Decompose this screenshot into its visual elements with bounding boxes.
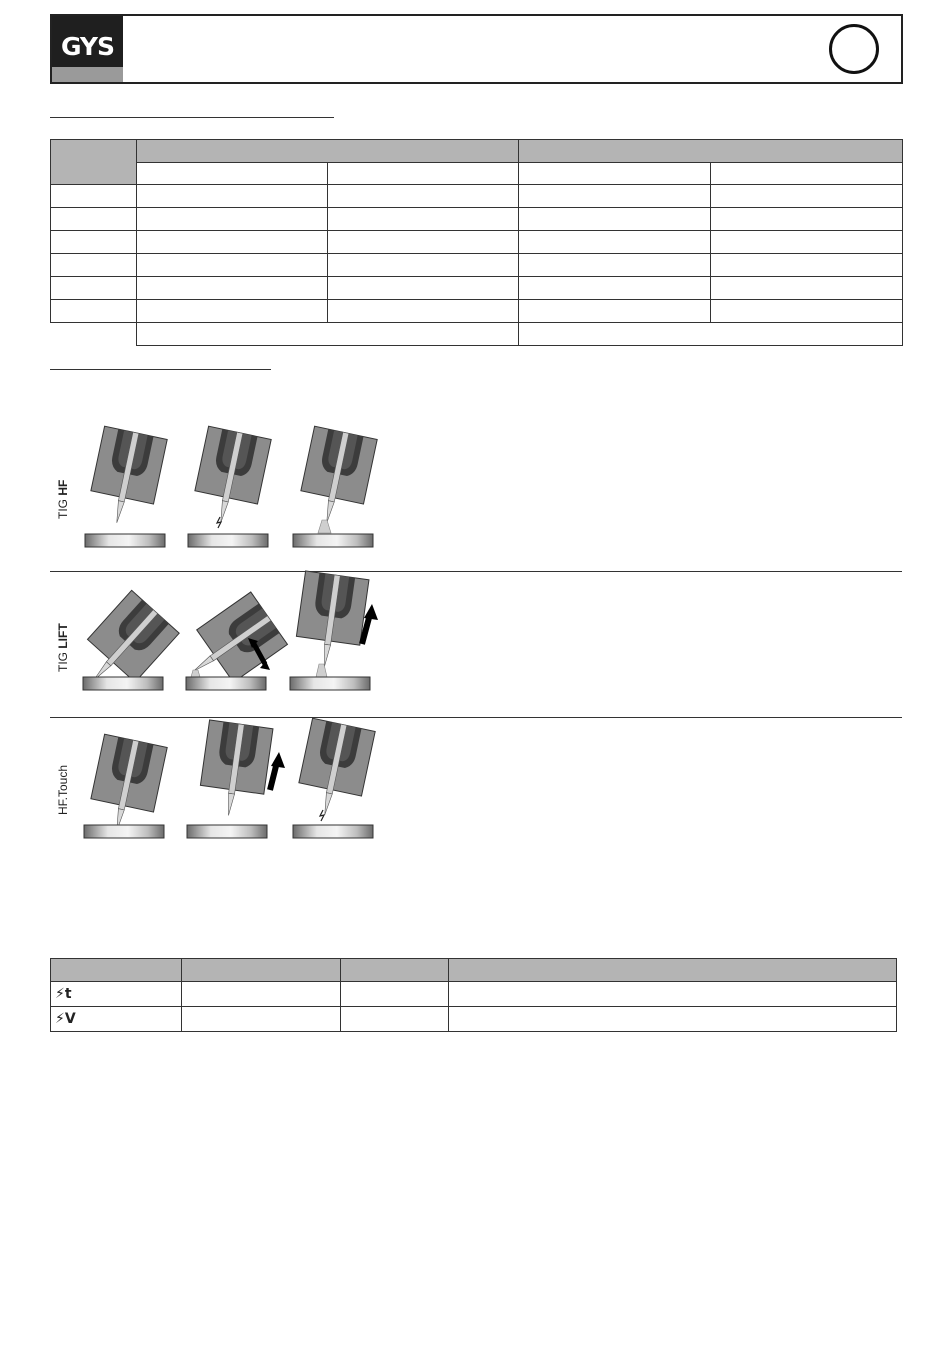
hf-table	[50, 958, 897, 1032]
table-row	[51, 1007, 897, 1032]
spark-icon	[318, 520, 331, 533]
spark-icon	[320, 810, 324, 821]
torch-icon	[197, 720, 273, 820]
table-header-cell	[51, 959, 182, 982]
mode-prefix: HF.Touch	[56, 764, 70, 815]
torch-icon	[295, 426, 377, 529]
torch-icon	[293, 718, 375, 821]
table-cell	[341, 1007, 449, 1032]
workpiece-icon	[290, 677, 370, 690]
table-cell	[182, 1007, 341, 1032]
table-header-cell	[341, 959, 449, 982]
workpiece-icon	[293, 825, 373, 838]
table-cell	[449, 1007, 897, 1032]
torch-icon	[293, 571, 369, 671]
table-header-cell	[449, 959, 897, 982]
table-cell	[182, 982, 341, 1007]
workpiece-icon	[188, 534, 268, 547]
workpiece-icon	[84, 825, 164, 838]
spark-icon	[191, 670, 200, 677]
mode-prefix: TIG	[56, 648, 70, 672]
torch-icon	[189, 426, 271, 529]
torch-icon	[85, 426, 167, 529]
table-cell	[341, 982, 449, 1007]
logo-text: GYS	[60, 32, 115, 61]
table-header-row	[51, 959, 897, 982]
hf-time-icon: ⚡t	[55, 986, 72, 1002]
torch-icon	[85, 734, 167, 837]
mode-strong: HF	[56, 479, 70, 496]
spark-icon	[217, 517, 221, 528]
spark-icon	[316, 664, 327, 677]
arrow-up-icon	[270, 752, 285, 790]
hf-voltage-icon: ⚡V	[55, 1011, 76, 1027]
workpiece-icon	[85, 534, 165, 547]
mode-prefix: TIG	[56, 495, 70, 519]
table-row	[51, 982, 897, 1007]
mode-strong: LIFT	[56, 623, 70, 649]
workpiece-icon	[293, 534, 373, 547]
table-header-cell	[182, 959, 341, 982]
workpiece-icon	[83, 677, 163, 690]
hf-voltage-symbol	[51, 1007, 182, 1032]
workpiece-icon	[186, 677, 266, 690]
workpiece-icon	[187, 825, 267, 838]
hf-time-symbol	[51, 982, 182, 1007]
table-cell	[449, 982, 897, 1007]
